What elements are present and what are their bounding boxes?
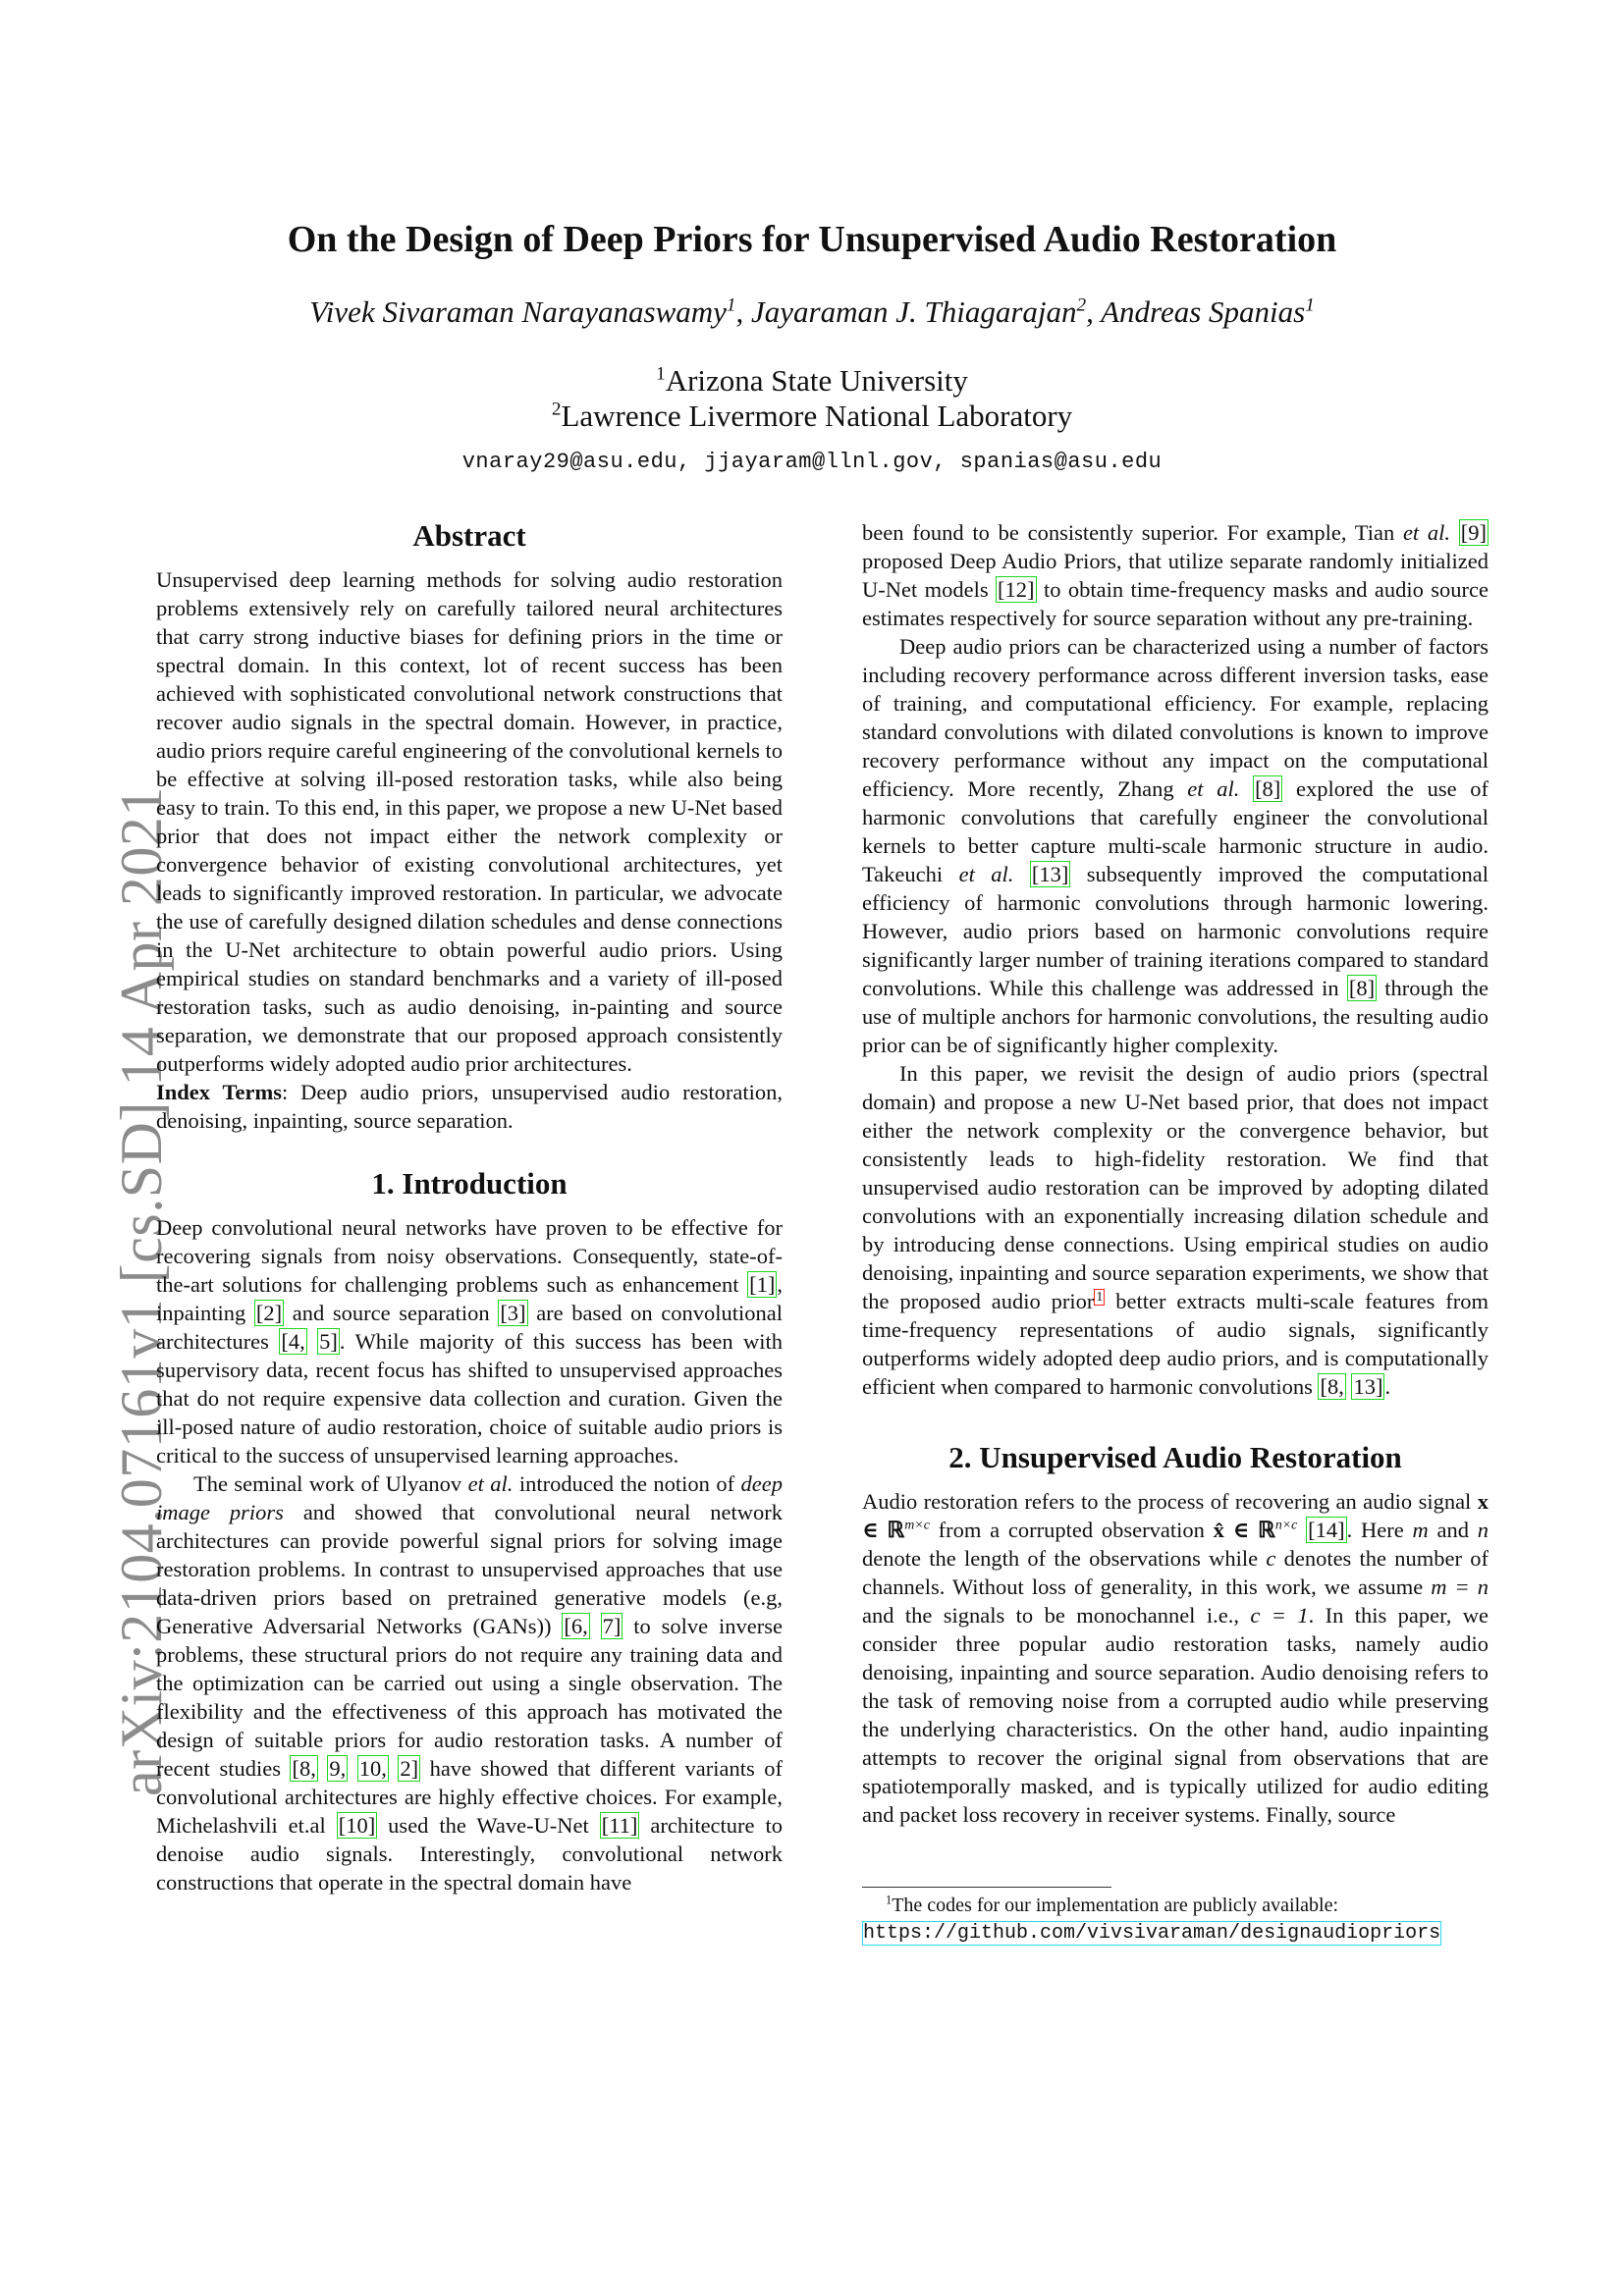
section-heading-unsupervised-audio-restoration: 2. Unsupervised Audio Restoration	[948, 1440, 1402, 1474]
citation-link[interactable]: [4,	[281, 1329, 305, 1354]
text-run: to solve inverse problems, these structural priors do not require any training data and the optimization can be carried out using a single observation. The flexibility and the effectiveness of this approach has motivated the design of suitable priors for audio restoration tasks. A number of recent studies	[156, 1614, 784, 1781]
affil-mark: 2	[551, 399, 562, 420]
author-emails: vnaray29@asu.edu, jjayaram@llnl.gov, spanias@asu.edu	[461, 450, 1163, 474]
author-affil-mark: 1	[1305, 294, 1315, 316]
left-column	[156, 518, 783, 1896]
text-run: The seminal work of Ulyanov	[193, 1471, 468, 1496]
text-run: .	[1384, 1374, 1391, 1399]
text-run: . In this paper, we consider three popular audio restoration tasks, namely audio denoising, inpainting and source separation. Audio denoising refers to the task of removing noise from a corrupted audio while preserving the underlying characteristics. On the other hand, audio inpainting attempts to recover the original signal from observations that are spatiotemporally masked, and is typically utilized for audio editing and packet loss recovery in receiver systems. Finally, source	[862, 1603, 1489, 1827]
author-affil-mark: 1	[726, 294, 736, 316]
text-run: been found to be consistently superior. For example, Tian	[862, 520, 1403, 545]
citation-link[interactable]: 10,	[358, 1756, 387, 1781]
footnote-divider	[862, 1887, 1111, 1888]
affiliation	[0, 399, 1624, 434]
index-terms-label: Index Terms	[156, 1080, 282, 1104]
citation-link[interactable]: [12]	[998, 577, 1035, 602]
text-run: , inpainting	[156, 1272, 783, 1325]
text-run: proposed Deep Audio Priors, that utilize separate randomly initialized U-Net models	[862, 549, 1489, 602]
footnote	[862, 1893, 1489, 1947]
math-inline: x ∈ ℝ	[862, 1489, 1489, 1542]
footnote-mark: 1	[886, 1893, 893, 1907]
intro-paragraph-2	[156, 1469, 783, 1896]
citation-link[interactable]: [13]	[1031, 862, 1069, 886]
abstract-text: Unsupervised deep learning methods for solving audio restoration problems extensively rely on carefully tailored neural architectures that carry strong inductive biases for defining priors in the time or spectral domain. In this context, lot of recent success has been achieved with sophisticated convolutional network constructions that recover audio signals in the spectral domain. However, in practice, audio priors require careful engineering of the convolutional kernels to be effective at solving ill-posed restoration tasks, while also being easy to train. To this end, in this paper, we propose a new U-Net based prior that does not impact either the network complexity or convergence behavior of existing convolutional architectures, yet leads to significantly improved restoration. In particular, we advocate the use of carefully designed dilation schedules and dense connections in the U-Net architecture to obtain powerful audio priors. Using empirical studies on standard benchmarks and a variety of ill-posed restoration tasks, such as audio denoising, in-painting and source separation, we demonstrate that our proposed approach consistently outperforms widely adopted audio prior architectures.	[156, 567, 783, 1076]
math-inline: c	[1266, 1546, 1276, 1571]
text-run: and source separation	[284, 1301, 499, 1325]
text-run: denotes the number of channels. Without loss of generality, in this work, we assume	[862, 1546, 1489, 1599]
citation-link[interactable]: 13]	[1353, 1374, 1383, 1399]
text-run: subsequently improved the computational efficiency of harmonic convolutions through harmonic lowering. However, audio priors based on harmonic convolutions require significantly larger number of training iterations compared to standard convolutions. While this challenge was addressed in	[862, 862, 1489, 1000]
text-run: Audio restoration refers to the process of recovering an audio signal	[862, 1489, 1478, 1514]
math-inline: n	[1477, 1518, 1489, 1542]
text-run: from a corrupted observation	[929, 1518, 1214, 1542]
text-run: to obtain time-frequency masks and audio source estimates respectively for source separation without any pre-training.	[862, 577, 1489, 630]
text-run: et al.	[958, 862, 1014, 886]
author-name: Vivek Sivaraman Narayanaswamy	[309, 294, 727, 329]
math-inline: m	[1412, 1518, 1429, 1542]
math-superscript: n×c	[1274, 1518, 1298, 1533]
citation-link[interactable]: [8]	[1348, 976, 1376, 1000]
text-run: architecture to denoise audio signals. Interestingly, convolutional network constructions that operate in the spectral domain have	[156, 1813, 783, 1895]
citation-link[interactable]: [14]	[1308, 1518, 1345, 1542]
footnote-link[interactable]: 1	[1096, 1289, 1104, 1305]
citation-link[interactable]: [2]	[255, 1301, 283, 1325]
text-run: Deep audio priors can be characterized using a number of factors including recovery performance across different inversion tasks, ease of training, and computational efficiency. For example, replacing standard convolutions with dilated convolutions is known to improve recovery performance without any impact on the computational efficiency. More recently, Zhang	[862, 634, 1489, 801]
citation-link[interactable]: 5]	[319, 1329, 338, 1354]
index-terms	[156, 1078, 783, 1135]
text-run: et al.	[1402, 520, 1451, 545]
text-run: Deep convolutional neural networks have proven to be effective for recovering signals from noisy observations. Consequently, state-of-the-art solutions for challenging problems such as enhancement	[156, 1215, 783, 1297]
affil-name: Arizona State University	[665, 363, 968, 398]
citation-link[interactable]: [1]	[749, 1272, 776, 1297]
author-affil-mark: 2	[1076, 294, 1087, 316]
citation-link[interactable]: [9]	[1460, 520, 1488, 545]
math-superscript: m×c	[904, 1518, 930, 1533]
citation-link[interactable]: 2]	[400, 1756, 419, 1781]
index-terms-text: : Deep audio priors, unsupervised audio restoration, denoising, inpainting, source separation.	[156, 1080, 783, 1133]
text-run: through the use of multiple anchors for harmonic convolutions, the resulting audio prior can be of significantly higher complexity.	[862, 976, 1489, 1057]
intro-paragraph-5	[862, 1059, 1489, 1401]
text-run: et al.	[467, 1471, 514, 1496]
intro-paragraph-4	[862, 632, 1489, 1059]
affil-name: Lawrence Livermore National Laboratory	[561, 399, 1073, 433]
text-run: deep image priors	[156, 1471, 783, 1524]
text-run: and the signals to be monochannel i.e.,	[862, 1603, 1251, 1628]
text-run: . Here	[1346, 1518, 1413, 1542]
affiliation	[0, 363, 1624, 399]
text-run: . While majority of this success has been with supervisory data, recent focus has shifted to unsupervised approaches that do not require expensive data collection and curation. Given the ill-posed nature of audio restoration, choice of suitable audio priors is critical to the success of unsupervised learning approaches.	[156, 1329, 783, 1468]
citation-link[interactable]: [8,	[1320, 1374, 1344, 1399]
citation-link[interactable]: [6,	[564, 1614, 588, 1638]
text-run: used the Wave-U-Net	[377, 1813, 600, 1838]
text-run: explored the use of harmonic convolutions that carefully engineer the convolutional kernels to better capture multi-scale harmonic structure in audio. Takeuchi	[862, 776, 1489, 886]
text-run: et al.	[1187, 776, 1240, 801]
text-run: and	[1428, 1518, 1478, 1542]
text-run: denote the length of the observations while	[862, 1546, 1267, 1571]
section2-paragraph	[862, 1487, 1489, 1829]
math-inline: m = n	[1431, 1575, 1489, 1599]
author-name: Jayaraman J. Thiagarajan	[751, 294, 1077, 329]
text-run: better extracts multi-scale features from time-frequency representations of audio signals, significantly outperforms widely adopted deep audio priors, and is computationally efficient when compared to harmonic convolutions	[862, 1289, 1489, 1399]
author-list: Vivek Sivaraman Narayanaswamy$^1$, Jayaraman J. Thiagarajan$^2$, Andreas Spanias$^1$	[309, 294, 1315, 329]
abstract-heading: Abstract	[412, 518, 526, 553]
author-name: Andreas Spanias	[1101, 294, 1306, 329]
text-run: have showed that different variants of convolutional architectures are highly effective choices. For example, Michelashvili et.al	[156, 1756, 784, 1838]
code-repository-link[interactable]: https://github.com/vivsivaraman/designaudiopriors	[863, 1922, 1441, 1945]
text-run: are based on convolutional architectures	[156, 1301, 783, 1354]
paper-title: On the Design of Deep Priors for Unsupervised Audio Restoration	[287, 219, 1337, 260]
citation-link[interactable]: 7]	[602, 1614, 622, 1638]
citation-link[interactable]: [11]	[601, 1813, 638, 1838]
math-inline: c = 1	[1250, 1603, 1309, 1628]
text-run: In this paper, we revisit the design of audio priors (spectral domain) and propose a new U-Net based prior, that does not impact either the network complexity or the convergence behavior, but consistently leads to high-fidelity restoration. We find that unsupervised audio restoration can be improved by adopting dilated convolutions with an exponentially increasing dilation schedule and by introducing dense connections. Using empirical studies on audio denoising, inpainting and source separation experiments, we show that the proposed audio prior	[862, 1061, 1489, 1313]
affil-mark: 1	[656, 363, 666, 385]
footnote-text: The codes for our implementation are publicly available:	[892, 1895, 1339, 1916]
math-inline: x̂ ∈ ℝ	[1213, 1518, 1275, 1542]
section-heading-introduction: 1. Introduction	[371, 1166, 568, 1201]
intro-paragraph-1	[156, 1213, 783, 1469]
citation-link[interactable]: [3]	[500, 1301, 526, 1325]
citation-link[interactable]: 9,	[329, 1756, 347, 1781]
text-run: and showed that convolutional neural network architectures can provide powerful signal priors for solving image restoration problems. In contrast to unsupervised approaches that use data-driven priors based on pretrained generative models (e.g, Generative Adversarial Networks (GANs))	[156, 1500, 783, 1638]
intro-paragraph-3	[862, 518, 1489, 632]
text-run: introduced the notion of	[513, 1471, 741, 1496]
citation-link[interactable]: [10]	[338, 1813, 376, 1838]
citation-link[interactable]: [8,	[292, 1756, 316, 1781]
citation-link[interactable]: [8]	[1255, 776, 1281, 801]
arxiv-id: arXiv:2104.07161v1 [cs.SD] 14 Apr 2021	[109, 786, 174, 1796]
right-column	[862, 518, 1489, 1829]
